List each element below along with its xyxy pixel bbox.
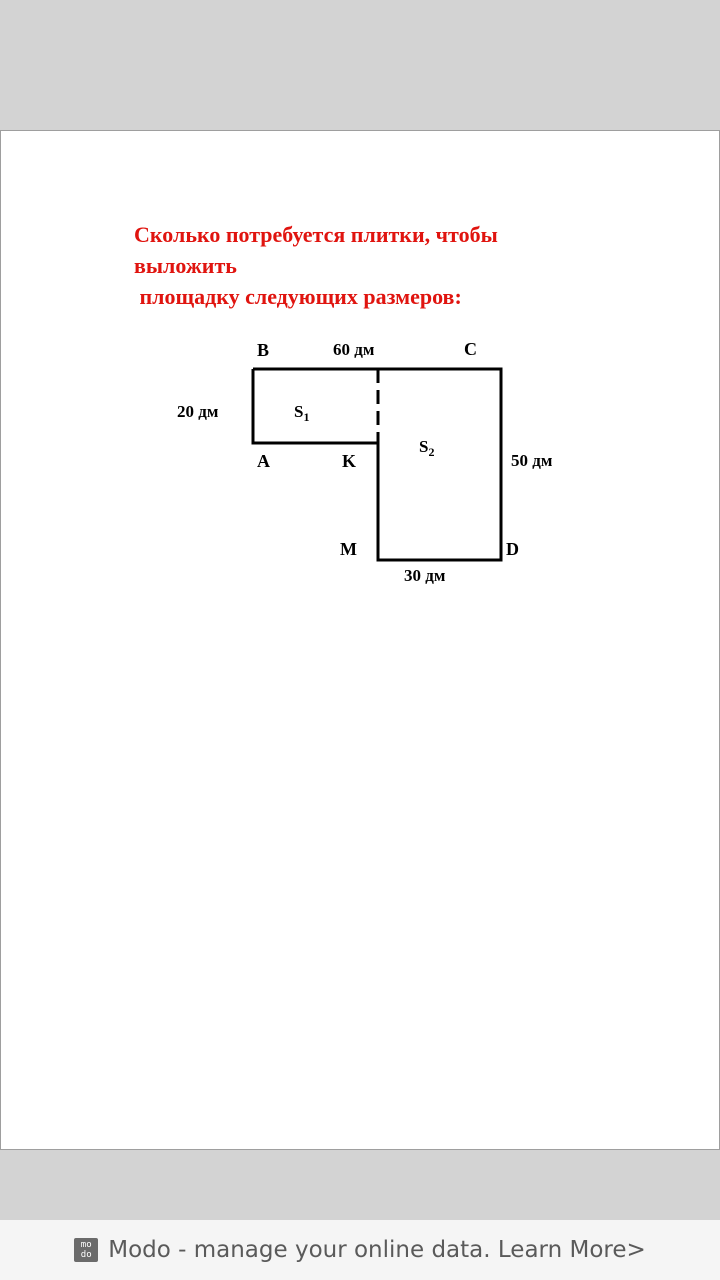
dimension-left: 20 дм	[177, 402, 219, 421]
point-label-a: A	[257, 451, 270, 471]
point-label-m: M	[340, 539, 357, 559]
area-label-s1	[294, 402, 309, 424]
area-label-s2-main: S	[419, 437, 429, 456]
area-label-s1-main: S	[294, 402, 304, 421]
modo-logo-icon	[74, 1238, 98, 1262]
modo-logo-top: mo	[80, 1240, 92, 1250]
ad-text-link[interactable]: Modo - manage your online data. Learn More>	[108, 1237, 646, 1263]
area-label-s1-sub: 1	[303, 410, 310, 424]
ad-banner[interactable]	[0, 1220, 720, 1280]
dimension-top: 60 дм	[333, 340, 375, 359]
question-line-3: площадку следующих размеров:	[134, 284, 462, 309]
shape-diagram	[1, 131, 719, 1149]
point-label-d: D	[506, 539, 519, 559]
point-label-k: K	[342, 451, 357, 471]
area-label-s2-sub: 2	[428, 445, 435, 459]
dimension-right: 50 дм	[511, 451, 553, 470]
document-page	[0, 130, 720, 1150]
point-label-b: B	[257, 340, 270, 360]
modo-logo-bottom: do	[80, 1250, 92, 1260]
point-label-c: C	[464, 339, 477, 359]
question-line-2: выложить	[134, 253, 237, 278]
question-line-1: Сколько потребуется плитки, чтобы	[134, 222, 498, 247]
dimension-bottom: 30 дм	[404, 566, 446, 585]
area-label-s2	[419, 437, 434, 459]
